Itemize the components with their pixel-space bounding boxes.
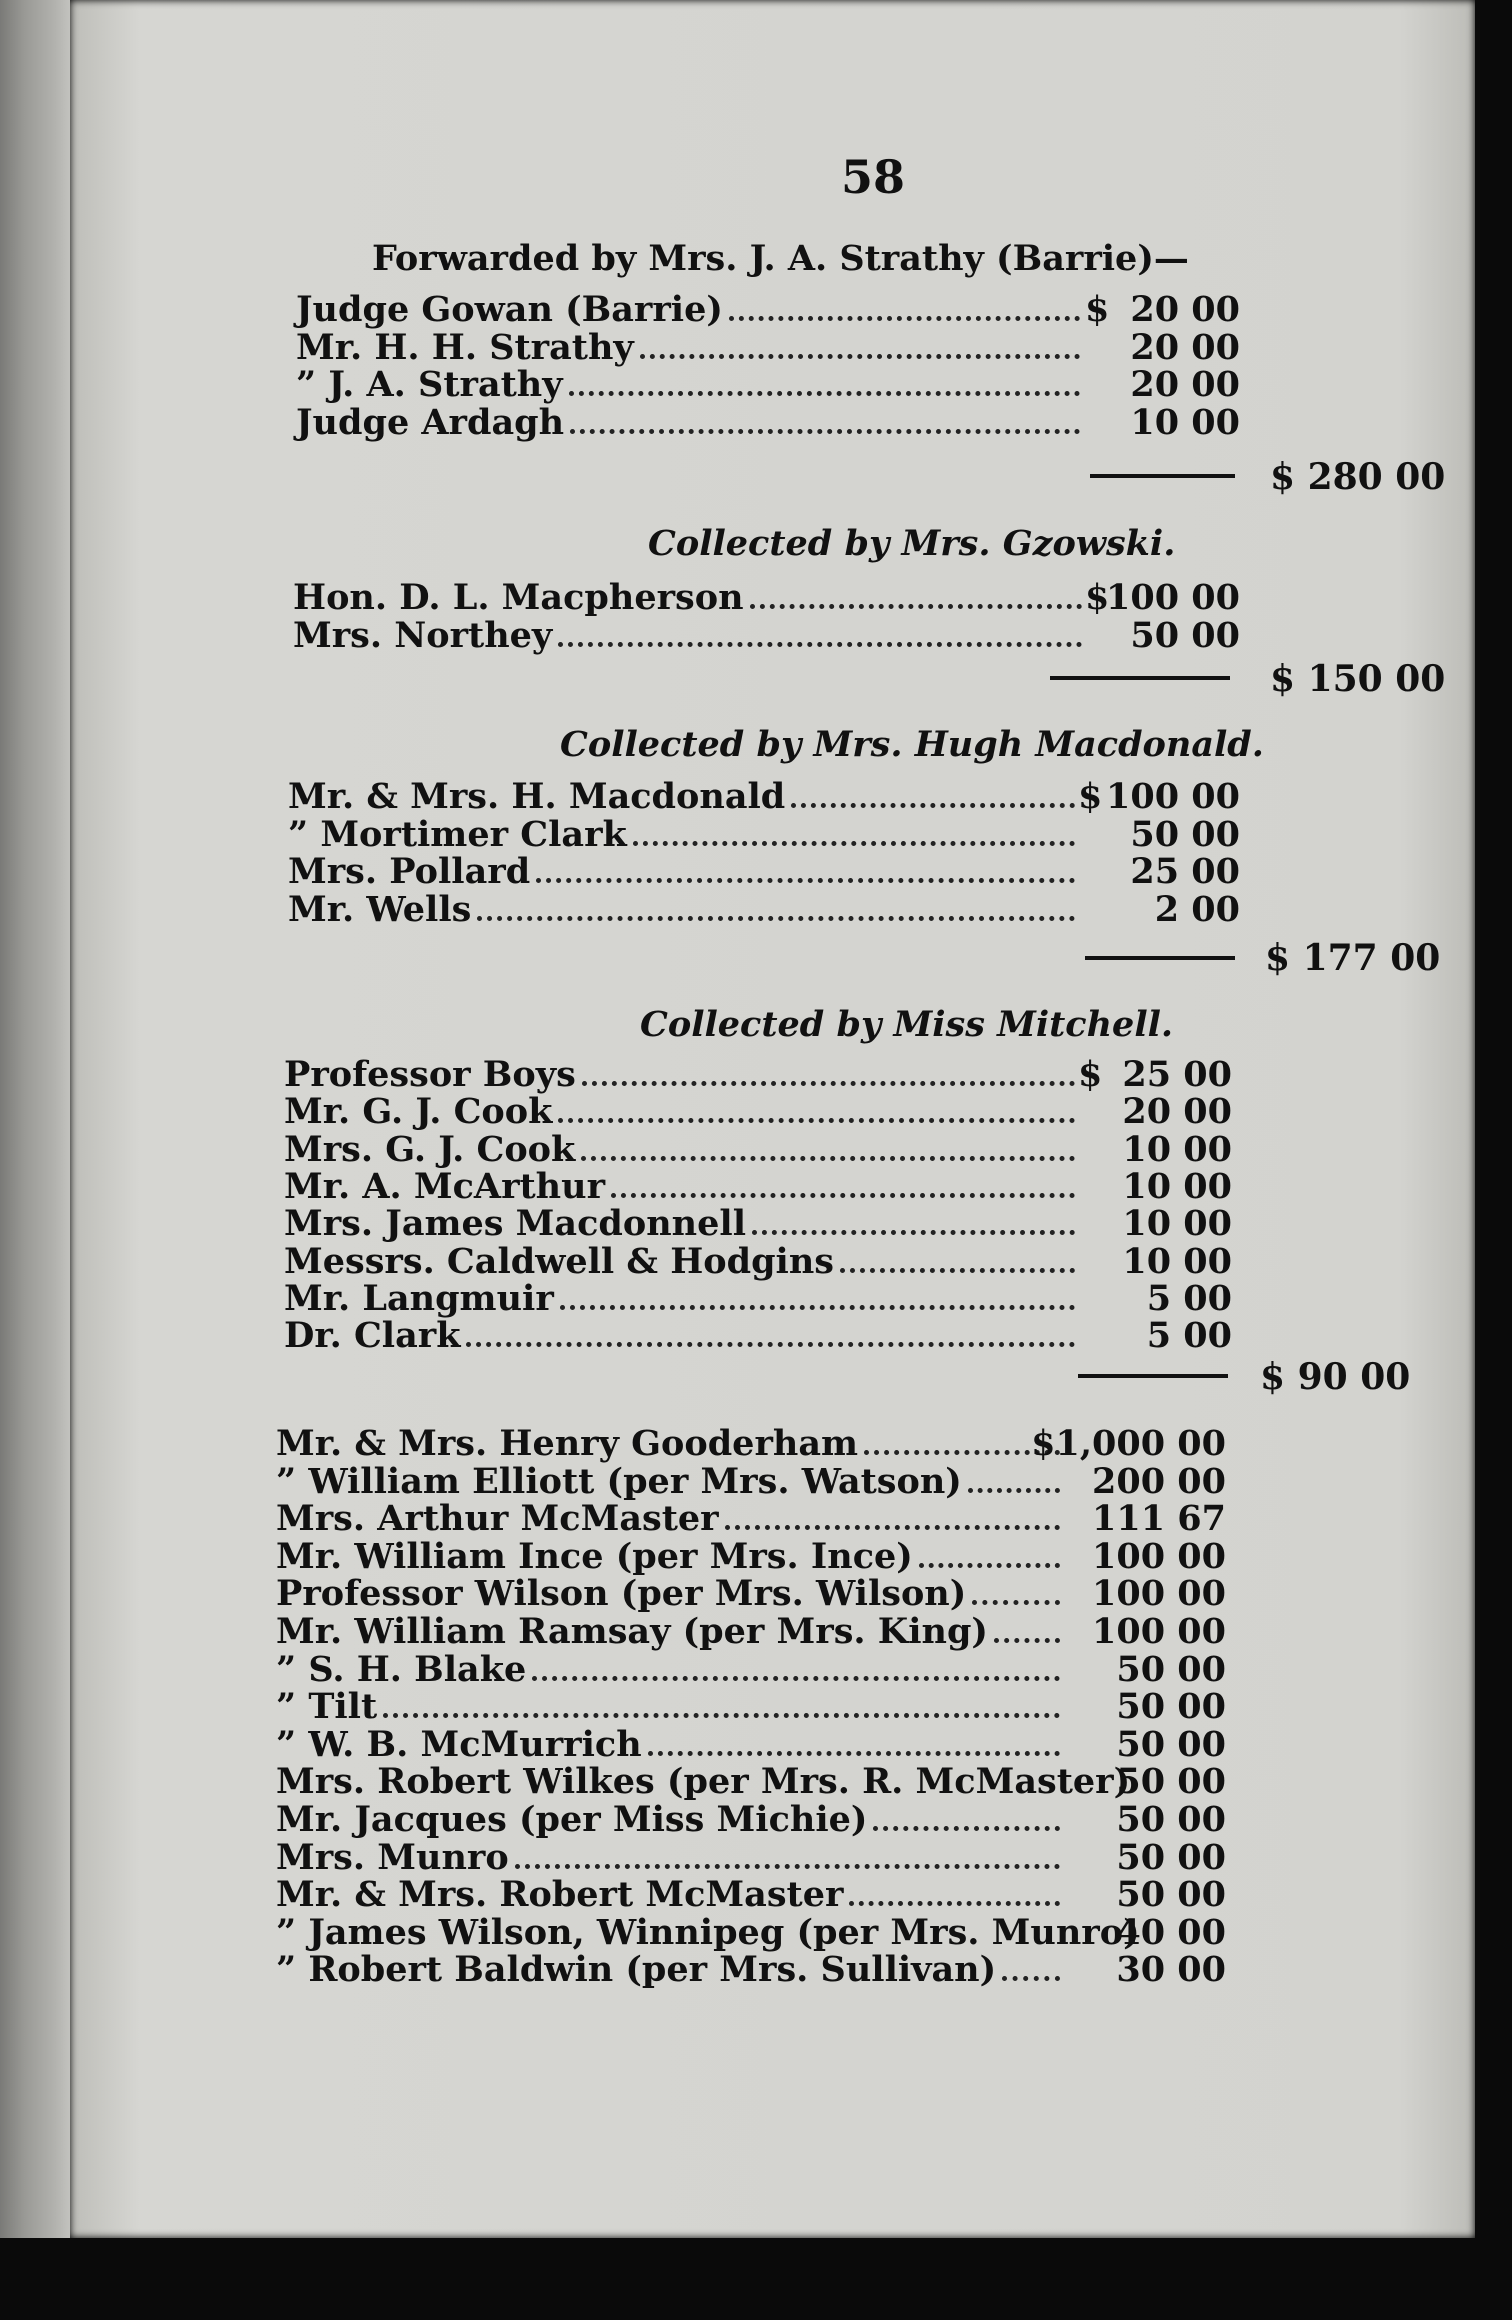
donation-amount: 100 00 [1092,1573,1226,1615]
donor-name: ” S. H. Blake [276,1648,527,1690]
dollar-sign: $ [1085,289,1110,330]
section-heading: Collected by Miss Mitchell. [640,1004,1174,1045]
list-item [0,1499,1512,1539]
donation-amount: 50 00 [1116,1799,1226,1840]
list-item [0,403,1512,443]
donor-name: Mr. Jacques (per Miss Michie) [276,1799,868,1840]
donation-amount: 50 00 [1130,614,1240,656]
dot-leader [570,403,1080,434]
list-item [0,1424,1512,1464]
donation-amount: 10 00 [1122,1203,1232,1245]
donation-amount: 50 00 [1116,1874,1226,1916]
list-item [0,1279,1512,1319]
donor-name: ” W. B. McMurrich [276,1723,642,1765]
list-item [0,1574,1512,1614]
list-item [0,1204,1512,1244]
dot-leader [560,1279,1075,1310]
dot-leader [383,1687,1060,1718]
section-heading: Collected by Mrs. Gzowski. [648,523,1176,564]
dot-leader [581,1130,1075,1161]
dot-leader [994,1612,1060,1643]
list-item [0,1130,1512,1170]
dot-leader [477,890,1075,921]
list-item [0,815,1512,855]
list-item [0,777,1512,817]
donation-amount: 100 00 [1106,577,1240,618]
list-item [0,1537,1512,1577]
donor-name: Mr. & Mrs. H. Macdonald [288,776,786,817]
section-total: $ 177 00 [1265,937,1441,979]
donation-amount: 10 00 [1122,1165,1232,1207]
donor-name: Professor Boys [284,1054,576,1095]
donation-amount: 20 00 [1130,326,1240,368]
dot-leader [752,1204,1075,1235]
dot-leader [729,290,1080,321]
section-heading: Collected by Mrs. Hugh Macdonald. [560,724,1264,765]
list-item [0,1800,1512,1840]
donor-name: Mrs. Munro [276,1836,509,1878]
donation-amount: 111 67 [1092,1498,1226,1540]
donor-name: ” J. A. Strathy [296,364,563,405]
dot-leader [569,365,1080,396]
dot-leader [648,1725,1060,1756]
donation-amount: 25 00 [1122,1054,1232,1095]
list-item [0,365,1512,405]
donor-name: Professor Wilson (per Mrs. Wilson) [276,1573,967,1615]
donor-name: Messrs. Caldwell & Hodgins [284,1240,835,1282]
donor-name: Mr. H. H. Strathy [296,326,634,368]
donor-name: ” Robert Baldwin (per Mrs. Sullivan) [276,1949,997,1991]
donation-amount: 20 00 [1130,289,1240,330]
donor-name: Mr. G. J. Cook [284,1091,553,1133]
donor-name: ” Mortimer Clark [288,813,627,855]
donor-name: Mr. & Mrs. Henry Gooderham [276,1423,859,1464]
dot-leader [582,1055,1075,1086]
dot-leader [515,1838,1060,1869]
donor-name: Mrs. Pollard [288,851,531,892]
dot-leader [611,1167,1075,1198]
dot-leader [532,1650,1060,1681]
list-item [0,616,1512,656]
list-item [0,1913,1512,1953]
dot-leader [849,1875,1060,1906]
list-item [0,1838,1512,1878]
donation-amount: 40 00 [1116,1911,1226,1953]
donation-amount: 20 00 [1130,364,1240,405]
section-total: $ 150 00 [1270,658,1446,700]
list-item [0,1687,1512,1727]
list-item [0,290,1512,330]
donation-amount: 50 00 [1116,1836,1226,1878]
donor-name: Mrs. James Macdonnell [284,1203,746,1245]
donor-name: Judge Ardagh [296,401,565,443]
donor-name: Mrs. Robert Wilkes (per Mrs. R. McMaster) [276,1761,1131,1803]
list-item [0,1242,1512,1282]
donor-name: ” Tilt [276,1686,378,1728]
dollar-sign: $ [1078,776,1103,817]
dot-leader [750,578,1082,609]
list-item [0,1055,1512,1095]
list-item [0,1612,1512,1652]
list-item [0,578,1512,618]
dollar-sign: $ [1085,577,1110,618]
donor-name: Dr. Clark [284,1315,461,1357]
donor-name: Mr. William Ince (per Mrs. Ince) [276,1535,913,1577]
dot-leader [633,815,1075,846]
donation-amount: 2 00 [1154,888,1240,930]
dot-leader [873,1800,1060,1831]
dollar-sign: $ [1078,1054,1103,1095]
subtotal-rule [1090,474,1235,478]
dot-leader [466,1316,1075,1347]
donation-amount: 50 00 [1116,1761,1226,1803]
list-item [0,1950,1512,1990]
list-item [0,1462,1512,1502]
donation-amount: 100 00 [1092,1535,1226,1577]
subtotal-rule [1085,956,1235,960]
dot-leader [919,1537,1060,1568]
list-item [0,1875,1512,1915]
donor-name: Mr. Wells [288,888,472,930]
donation-amount: 50 00 [1116,1686,1226,1728]
dot-leader [1002,1950,1060,1981]
donation-amount: 10 00 [1130,401,1240,443]
donor-name: Mr. William Ramsay (per Mrs. King) [276,1611,988,1652]
list-item [0,328,1512,368]
donation-amount: 30 00 [1116,1949,1226,1991]
list-item [0,1650,1512,1690]
list-item [0,1762,1512,1802]
donation-amount: 200 00 [1092,1460,1226,1502]
section-heading: Forwarded by Mrs. J. A. Strathy (Barrie)— [372,238,1189,279]
donation-amount: 10 00 [1122,1240,1232,1282]
dot-leader [972,1574,1060,1605]
donor-name: Mrs. Northey [293,614,553,656]
donation-amount: 50 00 [1116,1723,1226,1765]
donation-amount: 25 00 [1130,851,1240,892]
dot-leader [968,1462,1060,1493]
donation-amount: 20 00 [1122,1091,1232,1133]
donation-amount: 50 00 [1116,1648,1226,1690]
dot-leader [536,852,1075,883]
list-item [0,1092,1512,1132]
donor-name: Mr. A. McArthur [284,1165,606,1207]
donor-name: Mr. & Mrs. Robert McMaster [276,1874,844,1916]
list-item [0,1167,1512,1207]
list-item [0,1725,1512,1765]
section-total: $ 90 00 [1260,1356,1411,1398]
dot-leader [558,1092,1075,1123]
dot-leader [558,616,1082,647]
donor-name: Mrs. Arthur McMaster [276,1498,719,1540]
donor-name: Judge Gowan (Barrie) [296,289,723,330]
donor-name: ” James Wilson, Winnipeg (per Mrs. Munro) [276,1911,1140,1953]
dot-leader [791,777,1075,808]
page-number: 58 [840,150,905,204]
subtotal-rule [1050,676,1230,680]
donation-amount: 50 00 [1130,813,1240,855]
list-item [0,852,1512,892]
donation-amount: 5 00 [1146,1277,1232,1319]
subtotal-rule [1078,1374,1228,1378]
donor-name: Mrs. G. J. Cook [284,1128,576,1170]
donor-name: Hon. D. L. Macpherson [293,577,744,618]
donor-name: ” William Elliott (per Mrs. Watson) [276,1460,962,1502]
donor-name: Mr. Langmuir [284,1277,554,1319]
dot-leader [725,1499,1060,1530]
donation-amount: $1,000 00 [1031,1423,1226,1464]
donation-amount: 10 00 [1122,1128,1232,1170]
dot-leader [640,328,1080,359]
donation-amount: 100 00 [1106,776,1240,817]
donation-amount: 5 00 [1146,1315,1232,1357]
list-item [0,1316,1512,1356]
dot-leader [840,1242,1075,1273]
list-item [0,890,1512,930]
section-total: $ 280 00 [1270,456,1446,498]
donation-amount: 100 00 [1092,1611,1226,1652]
